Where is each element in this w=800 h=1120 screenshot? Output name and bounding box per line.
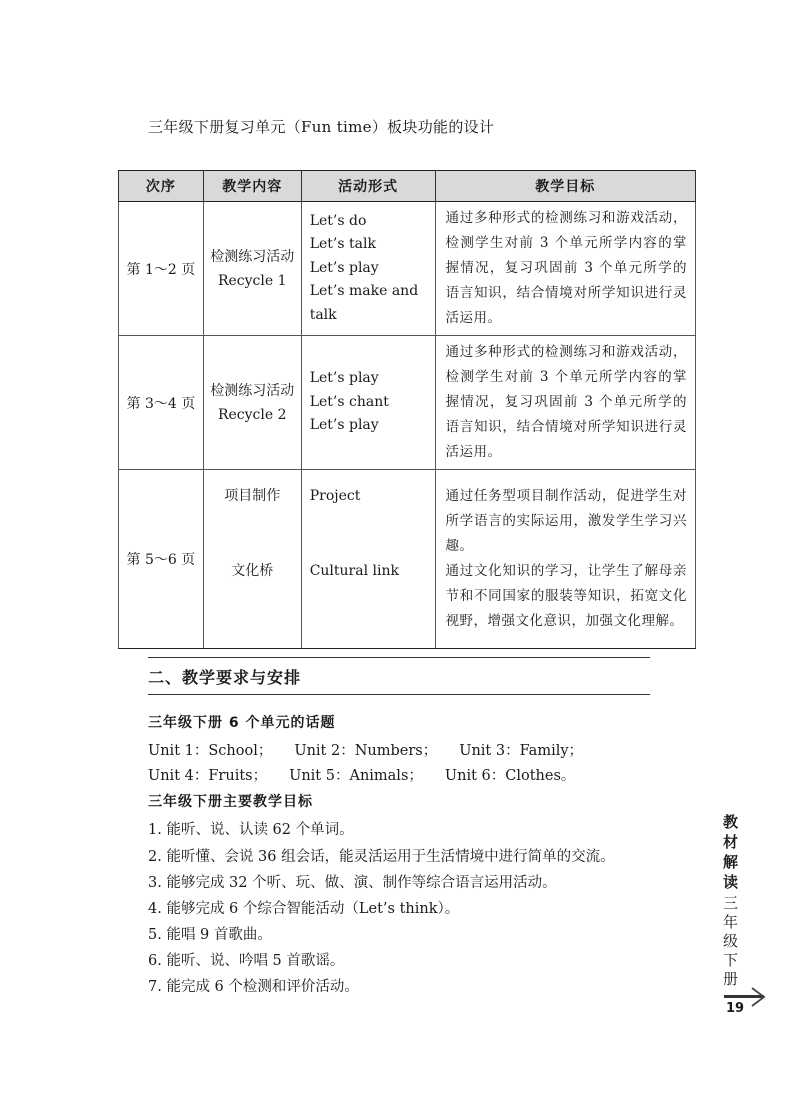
- content-culture: 文化桥: [231, 563, 274, 579]
- cell-content: [203, 202, 301, 336]
- header-goal: 教学目标: [435, 171, 695, 202]
- form-cultural-link: Cultural link: [309, 563, 399, 579]
- goal-item: 2. 能听懂、会说 36 组会话，能灵活运用于生活情境中进行简单的交流。: [148, 849, 615, 865]
- header-content: 教学内容: [203, 171, 301, 202]
- form-item: Let’s play: [309, 417, 379, 434]
- goal-item: 6. 能听、说、吟唱 5 首歌谣。: [148, 953, 345, 969]
- page-number: 19: [726, 1001, 745, 1016]
- form-item: Let’s play: [309, 259, 379, 276]
- cell-seq: 第 5～6 页: [119, 470, 204, 649]
- goal-item: 1. 能听、说、认读 62 个单词。: [148, 822, 354, 838]
- form-item: Let’s play: [309, 370, 379, 387]
- unit-topic: Unit 6：Clothes。: [444, 768, 576, 784]
- table-row: [119, 336, 696, 470]
- form-item: Let’s chant: [309, 393, 389, 410]
- sidebar-char: 级: [723, 932, 739, 950]
- sidebar-char: 年: [723, 913, 739, 931]
- content-cn: 检测练习活动: [210, 248, 295, 265]
- fun-time-design-table: [118, 170, 696, 649]
- sidebar-char: 解: [723, 853, 739, 871]
- sidebar-char: 册: [723, 970, 739, 988]
- header-form: 活动形式: [301, 171, 435, 202]
- cell-forms: [301, 470, 435, 649]
- cell-content: [203, 336, 301, 470]
- unit-topic: Unit 5：Animals；: [289, 768, 423, 784]
- goal-item: 3. 能够完成 32 个听、玩、做、演、制作等综合语言运用活动。: [148, 875, 557, 891]
- content-project: 项目制作: [224, 488, 281, 504]
- sidebar-tab-textbook: [723, 812, 738, 892]
- table-row: [119, 202, 696, 336]
- cell-goal: 通过多种形式的检测练习和游戏活动，检测学生对前 3 个单元所学内容的掌握情况，复习巩固前 3 个单元所学的语言知识，结合情境对所学知识进行灵活运用。: [435, 336, 695, 470]
- form-item: Let’s talk: [309, 236, 376, 253]
- topics-heading: 三年级下册 6 个单元的话题: [148, 715, 336, 731]
- units-line-2: [148, 764, 575, 785]
- form-item: Let’s do: [309, 212, 367, 229]
- goal-item: 5. 能唱 9 首歌曲。: [148, 927, 272, 943]
- section-title: 二、教学要求与安排: [148, 668, 302, 687]
- content-cn: 检测练习活动: [210, 382, 295, 399]
- cell-forms: [301, 336, 435, 470]
- content-en: Recycle 2: [217, 406, 287, 423]
- unit-topic: Unit 2：Numbers；: [294, 743, 438, 759]
- goal-project: 通过任务型项目制作活动，促进学生对所学语言的实际运用，激发学生学习兴趣。: [445, 488, 687, 554]
- section-rule-top: [148, 657, 650, 658]
- cell-forms: [301, 202, 435, 336]
- sidebar-char: 读: [723, 873, 739, 891]
- goal-item: 7. 能完成 6 个检测和评价活动。: [148, 979, 359, 995]
- goal-item: 4. 能够完成 6 个综合智能活动（Let’s think）。: [148, 901, 460, 917]
- goal-culture: 通过文化知识的学习，让学生了解母亲节和不同国家的服装等知识，拓宽文化视野，增强文化意识，加强文化理解。: [445, 563, 687, 629]
- units-line-1: [148, 739, 583, 760]
- goals-heading: 三年级下册主要教学目标: [148, 794, 313, 810]
- sidebar-tab-grade: [723, 894, 738, 989]
- table-row: [119, 470, 696, 649]
- form-project: Project: [309, 488, 361, 504]
- page-arrow-icon: [748, 986, 768, 1008]
- form-item: Let’s make and talk: [309, 283, 419, 323]
- unit-topic: Unit 4：Fruits；: [148, 768, 268, 784]
- cell-content: [203, 470, 301, 649]
- cell-goal: 通过多种形式的检测练习和游戏活动，检测学生对前 3 个单元所学内容的掌握情况，复习巩固前 3 个单元所学的语言知识，结合情境对所学知识进行灵活运用。: [435, 202, 695, 336]
- sidebar-char: 材: [723, 833, 739, 851]
- table-header-row: [119, 171, 696, 202]
- sidebar-char: 三: [723, 894, 739, 912]
- unit-topic: Unit 3：Family；: [459, 743, 584, 759]
- sidebar-char: 下: [723, 951, 739, 969]
- section-rule-bottom: [148, 694, 650, 695]
- cell-goal: [435, 470, 695, 649]
- header-order: 次序: [119, 171, 204, 202]
- table-caption: 三年级下册复习单元（Fun time）板块功能的设计: [148, 118, 495, 136]
- content-en: Recycle 1: [217, 272, 287, 289]
- cell-seq: 第 3～4 页: [119, 336, 204, 470]
- sidebar-char: 教: [723, 813, 739, 831]
- cell-seq: 第 1～2 页: [119, 202, 204, 336]
- unit-topic: Unit 1：School；: [148, 743, 273, 759]
